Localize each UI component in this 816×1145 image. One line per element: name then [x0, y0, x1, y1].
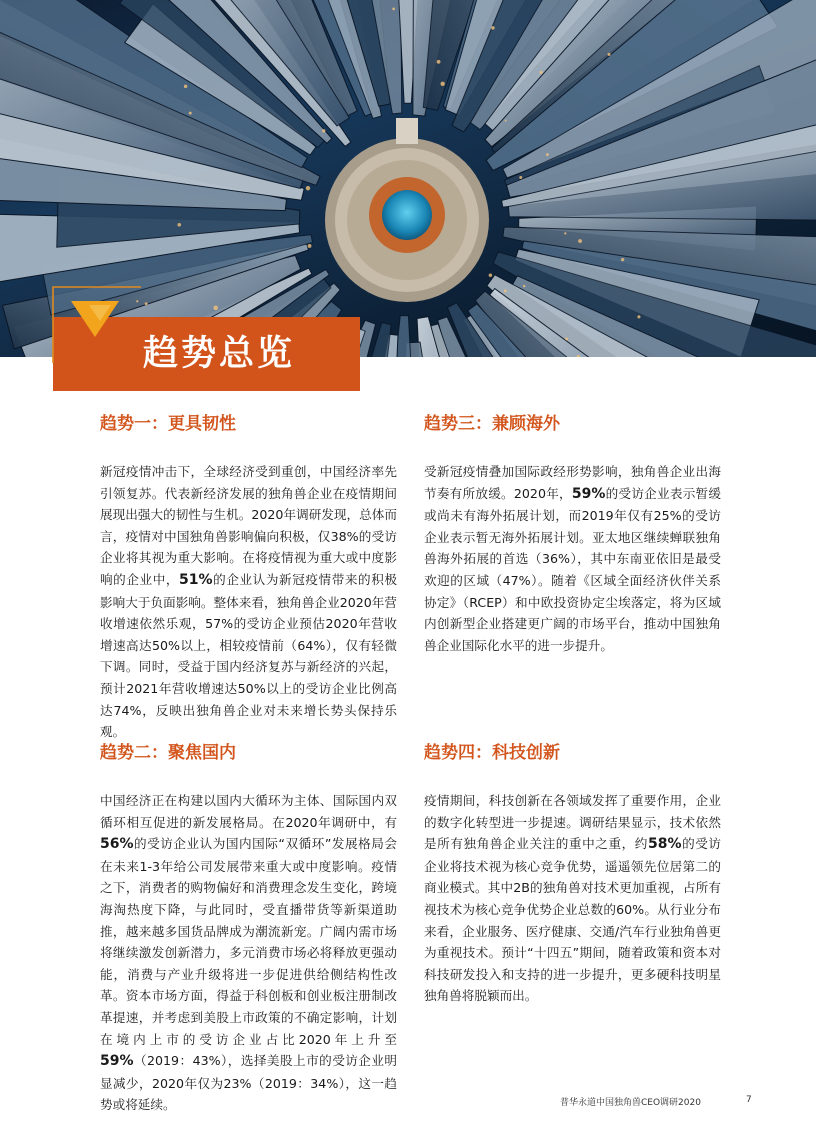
trend-one-body: 新冠疫情冲击下，全球经济受到重创，中国经济率先引领复苏。代表新经济发展的独角兽企业在疫情期间展现出强大的韧性与生机。2020年调研发现，总体而言，疫情对中国独角兽影响偏向积极，仅38%的受访企业将其视为重大影响。在将疫情视为重大或中度影响的企业中，51%的企业认为新冠疫情带来的积极影响大于负面影响。整体来看，独角兽企业2020年营收增速依然乐观，57%的受访企业预估2020年营收增速高达50%以上，相较疫情前（64%），仅有轻微下调。同时，受益于国内经济复苏与新经济的兴起，预计2021年营收增速达50%以上的受访企业比例高达74%，反映出独角兽企业对未来增长势头保持乐观。 [100, 464, 398, 740]
city-light [578, 239, 582, 243]
city-light [440, 82, 444, 86]
city-light [392, 7, 395, 10]
city-light [540, 71, 543, 74]
city-light [145, 302, 148, 305]
city-light [608, 53, 611, 56]
city-light [504, 289, 507, 292]
city-light [546, 153, 549, 156]
city-light [308, 244, 312, 248]
city-light [637, 315, 640, 318]
footer-report-title: 普华永道中国独角兽CEO调研2020 [560, 1098, 701, 1108]
trend-three-body: 受新冠疫情叠加国际政经形势影响，独角兽企业出海节奏有所放缓。2020年，59%的受访企业表示暂缓或尚未有海外拓展计划，而2019年仅有25%的受访企业表示暂无海外拓展计划。亚太地区继续蝉联独角兽海外拓展的首选（36%），其中东南亚依旧是最受欢迎的区域（47%）。随着《区域全面经济伙伴关系协定》（RCEP）和中欧投资协定尘埃落定，将为区域内创新型企业搭建更广阔的市场平台，推动中国独角兽企业国际化水平的进一步提升。 [424, 464, 721, 653]
highlight-stat: 59% [571, 485, 606, 502]
rooftop-pool [382, 190, 432, 240]
city-light [523, 285, 525, 287]
tower-stair-block [396, 118, 418, 144]
trend-two-section [100, 740, 397, 1116]
city-light [184, 85, 187, 88]
trend-four-section [424, 740, 721, 1007]
city-light [489, 273, 492, 276]
highlight-stat: 56% [100, 836, 134, 853]
city-light [519, 176, 522, 179]
city-light [437, 60, 441, 64]
triangle-logo-icon [49, 283, 145, 363]
trend-three-heading: 趋势三：兼顾海外 [424, 414, 560, 434]
city-light [306, 186, 310, 190]
trend-two-body: 中国经济正在构建以国内大循环为主体、国际国内双循环相互促进的新发展格局。在2020年调研中，有56%的受访企业认为国内国际“双循环”发展格局会在未来1-3年给公司发展带来重大或中度影响。疫情之下，消费者的购物偏好和消费理念发生变化，跨境海淘热度下降，与此同时，受直播带货等新渠道助推，越来越多国货品牌成为潮流新宠。广阔内需市场将继续激发创新潜力，多元消费市场必将释放更强动能，消费与产业升级将进一步促进供给侧结构性改革。资本市场方面，得益于科创板和创业板注册制改革提速，并考虑到美股上市政策的不确定影响，计划在境内上市的受访企业占比2020年上升至59%（2019：43%），选择美股上市的受访企业明显减少，2020年仅为23%（2019：34%），这一趋势或将延续。 [100, 793, 397, 1113]
city-light [621, 258, 624, 261]
highlight-stat: 51% [179, 571, 213, 588]
city-light [322, 129, 325, 132]
highlight-stat: 58% [647, 836, 682, 853]
city-light [177, 223, 181, 227]
city-light [505, 119, 507, 121]
trend-two-heading: 趋势二：聚焦国内 [100, 743, 236, 763]
city-light [213, 306, 218, 311]
city-light [189, 112, 192, 115]
page-title: 趋势总览 [143, 334, 296, 374]
city-light [564, 232, 566, 234]
trend-one-heading: 趋势一：更具韧性 [100, 414, 236, 434]
trend-four-heading: 趋势四：科技创新 [424, 743, 560, 763]
trend-four-body: 疫情期间，科技创新在各领域发挥了重要作用，企业的数字化转型进一步提速。调研结果显示，技术依然是所有独角兽企业关注的重中之重，约58%的受访企业将技术视为核心竞争优势，遥遥领先位居第二的商业模式。其中2B的独角兽对技术更加重视，占所有视技术为核心竞争优势企业总数的60%。从行业分布来看，企业服务、医疗健康、交通/汽车行业独角兽更为重视技术。预计“十四五”期间，随着政策和资本对科技研发投入和支持的进一步提升，更多硬科技明星独角兽将脱颖而出。 [424, 793, 722, 1004]
trend-three-section [424, 411, 721, 656]
page-number: 7 [746, 1095, 752, 1105]
city-light [565, 337, 568, 340]
trend-one-section [100, 411, 397, 743]
city-light [491, 26, 495, 30]
highlight-stat: 59% [100, 1053, 134, 1070]
